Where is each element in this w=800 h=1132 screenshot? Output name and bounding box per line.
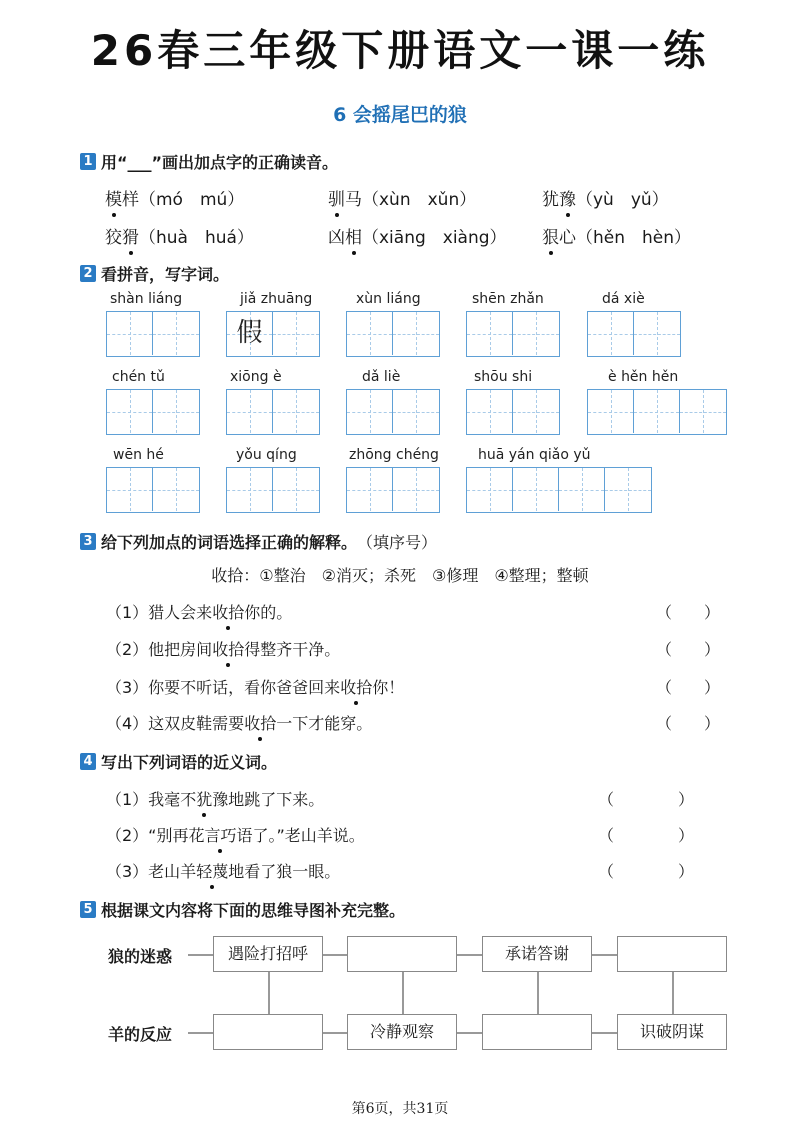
char-cell[interactable] (393, 312, 439, 355)
question-number-badge: 4 (80, 753, 96, 770)
writing-grid (346, 467, 440, 513)
connector-line (268, 972, 270, 1014)
pronunciation-item: 驯马（xùn xǔn） (328, 185, 476, 210)
question-item: （2）“别再花言巧语了。”老山羊说。 (106, 823, 365, 846)
char-cell[interactable] (153, 390, 199, 433)
writing-grid (106, 389, 200, 435)
char-cell[interactable] (467, 390, 513, 433)
question-item: （4）这双皮鞋需要收拾一下才能穿。 (106, 711, 372, 734)
question-item: （3）老山羊轻蔑地看了狼一眼。 (106, 859, 340, 882)
writing-grid (587, 311, 681, 357)
writing-grid (226, 311, 320, 357)
pronunciation-item: 狠心（hěn hèn） (542, 223, 691, 248)
connector-line (402, 972, 404, 1014)
question-5-heading (80, 898, 405, 921)
mindmap-box: 承诺答谢 (482, 936, 592, 972)
pinyin-label: shàn liáng (110, 291, 183, 307)
pinyin-label: xùn liáng (356, 291, 421, 307)
writing-grid (587, 389, 727, 435)
pronunciation-item: 凶相（xiāng xiàng） (328, 223, 507, 248)
char-cell[interactable] (153, 468, 199, 511)
page-title: 26春三年级下册语文一课一练 (90, 26, 710, 75)
question-instruction: 看拼音，写字词。 (101, 265, 230, 284)
char-cell[interactable] (107, 390, 153, 433)
pronunciation-item: 犹豫（yù yǔ） (542, 185, 669, 210)
char-cell[interactable] (513, 390, 559, 433)
answer-blank[interactable]: （ ） (656, 714, 721, 733)
mindmap-box: 冷静观察 (347, 1014, 457, 1050)
pinyin-label: chén tǔ (112, 369, 165, 385)
question-instruction: 写出下列词语的近义词。 (101, 753, 278, 772)
question-instruction: 根据课文内容将下面的思维导图补充完整。 (101, 901, 406, 920)
mindmap-row-label: 羊的反应 (108, 1025, 173, 1044)
mindmap-blank-box[interactable] (213, 1014, 323, 1050)
answer-blank[interactable]: （ ） (656, 640, 721, 659)
char-cell[interactable] (588, 390, 634, 433)
question-item: （3）你要不听话，看你爸爸回来收拾你！ (106, 675, 404, 698)
question-number-badge: 3 (80, 533, 96, 550)
writing-grid (466, 389, 560, 435)
question-number-badge: 1 (80, 153, 96, 170)
answer-blank[interactable]: （ ） (598, 790, 695, 809)
char-cell[interactable] (273, 468, 319, 511)
writing-grid (226, 467, 320, 513)
char-cell[interactable] (513, 312, 559, 355)
mindmap-box: 识破阴谋 (617, 1014, 727, 1050)
writing-grid (226, 389, 320, 435)
question-number-badge: 5 (80, 901, 96, 918)
mindmap-blank-box[interactable] (347, 936, 457, 972)
answer-blank[interactable]: （ ） (598, 862, 695, 881)
char-cell[interactable] (347, 390, 393, 433)
pinyin-label: shōu shi (474, 369, 533, 385)
page-footer: 第6页，共31页 (351, 1101, 449, 1117)
pinyin-label: è hěn hěn (608, 369, 679, 385)
writing-grid (106, 467, 200, 513)
char-cell[interactable] (273, 312, 319, 355)
char-cell[interactable] (393, 390, 439, 433)
mindmap-blank-box[interactable] (617, 936, 727, 972)
pinyin-label: shēn zhǎn (472, 291, 544, 307)
char-cell[interactable] (107, 468, 153, 511)
question-item: （2）他把房间收拾得整齐干净。 (106, 637, 340, 660)
mindmap-blank-box[interactable] (482, 1014, 592, 1050)
char-cell[interactable] (634, 390, 680, 433)
pinyin-label: xiōng è (230, 369, 282, 385)
pinyin-label: dǎ liè (362, 369, 401, 385)
answer-blank[interactable]: （ ） (656, 603, 721, 622)
char-cell[interactable] (467, 468, 513, 511)
char-cell[interactable] (273, 390, 319, 433)
question-item: （1）我毫不犹豫地跳了下来。 (106, 787, 324, 810)
question-4-heading (80, 750, 277, 773)
connector-line (537, 972, 539, 1014)
pinyin-label: wēn hé (113, 447, 164, 463)
pronunciation-item: 狡猾（huà huá） (105, 223, 254, 248)
pinyin-label: yǒu qíng (236, 447, 297, 463)
writing-grid (466, 467, 652, 513)
char-cell[interactable] (393, 468, 439, 511)
pronunciation-item: 模样（mó mú） (105, 185, 244, 210)
question-1-heading (80, 150, 338, 173)
char-cell[interactable] (513, 468, 559, 511)
pinyin-label: jiǎ zhuāng (240, 291, 313, 307)
char-cell[interactable]: 假 (227, 312, 273, 355)
lesson-title: 6 会摇尾巴的狼 (333, 104, 467, 126)
char-cell[interactable] (227, 468, 273, 511)
mindmap-row-label: 狼的迷惑 (108, 947, 173, 966)
writing-grid (106, 311, 200, 357)
question-2-heading (80, 262, 229, 285)
writing-grid (466, 311, 560, 357)
char-cell[interactable] (559, 468, 605, 511)
char-cell[interactable] (227, 390, 273, 433)
pinyin-label: zhōng chéng (349, 447, 439, 463)
char-cell[interactable] (107, 312, 153, 355)
char-cell[interactable] (347, 468, 393, 511)
question-note: （填序号） (357, 533, 438, 552)
char-cell[interactable] (153, 312, 199, 355)
connector-line (672, 972, 674, 1014)
writing-grid (346, 389, 440, 435)
char-cell[interactable] (467, 312, 513, 355)
answer-blank[interactable]: （ ） (656, 678, 721, 697)
question-number-badge: 2 (80, 265, 96, 282)
question-instruction: 给下列加点的词语选择正确的解释。 (101, 533, 358, 552)
char-cell[interactable] (347, 312, 393, 355)
writing-grid (346, 311, 440, 357)
mindmap-box: 遇险打招呼 (213, 936, 323, 972)
definitions-line: 收拾：①整治 ②消灭；杀死 ③修理 ④整理；整顿 (211, 566, 589, 585)
question-item: （1）猎人会来收拾你的。 (106, 600, 292, 623)
pinyin-label: dá xiè (602, 291, 645, 307)
char-cell[interactable] (588, 312, 634, 355)
char-cell[interactable] (634, 312, 680, 355)
question-3-heading (80, 530, 437, 553)
char-cell[interactable] (680, 390, 726, 433)
question-instruction: 用“___”画出加点字的正确读音。 (101, 153, 339, 172)
answer-blank[interactable]: （ ） (598, 826, 695, 845)
char-cell[interactable] (605, 468, 651, 511)
pinyin-label: huā yán qiǎo yǔ (478, 447, 591, 463)
